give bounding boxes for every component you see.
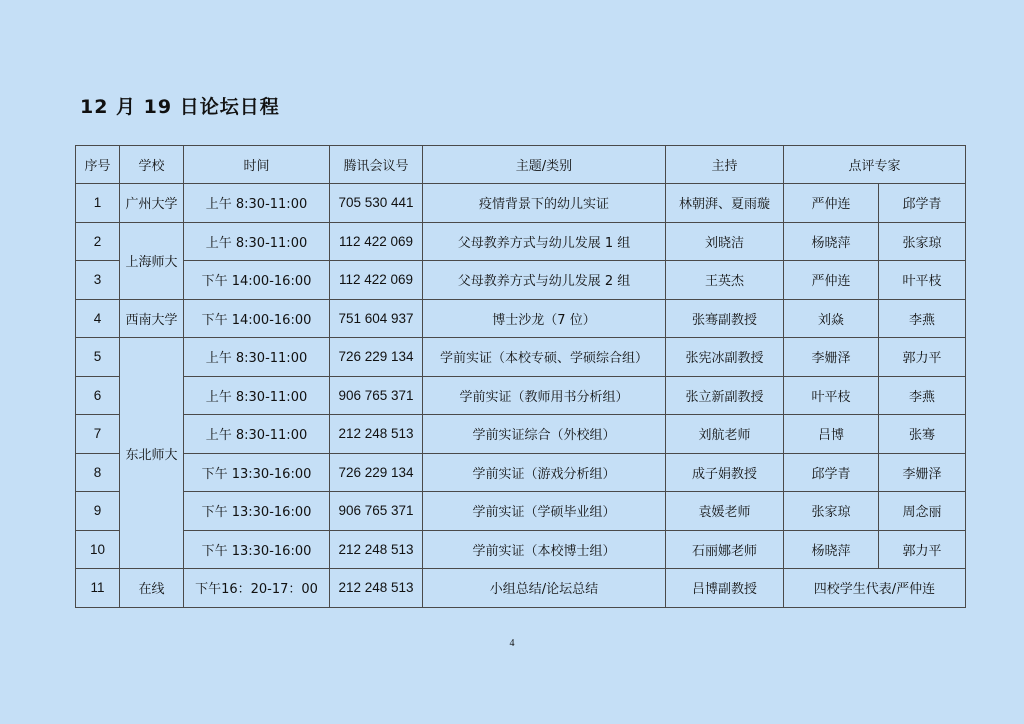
host-cell: 张立新副教授 [666, 376, 784, 415]
reviewer-cell: 张家琼 [879, 222, 966, 261]
school-cell: 上海师大 [120, 222, 184, 299]
table-header-row [76, 146, 966, 184]
row-number: 10 [76, 530, 120, 569]
reviewer-cell: 刘焱 [784, 299, 879, 338]
row-number: 9 [76, 492, 120, 531]
host-cell: 刘晓洁 [666, 222, 784, 261]
table-row [76, 415, 966, 454]
row-number: 5 [76, 338, 120, 377]
topic-cell: 学前实证（学硕毕业组） [423, 492, 666, 531]
host-cell: 成子娟教授 [666, 453, 784, 492]
host-cell: 石丽娜老师 [666, 530, 784, 569]
reviewer-cell: 叶平枝 [784, 376, 879, 415]
topic-cell: 疫情背景下的幼儿实证 [423, 184, 666, 223]
reviewer-cell: 吕博 [784, 415, 879, 454]
reviewer-cell: 李姗泽 [879, 453, 966, 492]
reviewer-cell: 严仲连 [784, 184, 879, 223]
header-cell: 点评专家 [784, 146, 966, 184]
table-row [76, 338, 966, 377]
school-cell: 广州大学 [120, 184, 184, 223]
meeting-id-cell: 212 248 513 [330, 415, 423, 454]
header-cell: 主持 [666, 146, 784, 184]
row-number: 6 [76, 376, 120, 415]
topic-cell: 父母教养方式与幼儿发展 2 组 [423, 261, 666, 300]
time-cell: 下午 14:00-16:00 [184, 299, 330, 338]
time-cell: 上午 8:30-11:00 [184, 222, 330, 261]
header-cell: 腾讯会议号 [330, 146, 423, 184]
time-cell: 上午 8:30-11:00 [184, 376, 330, 415]
header-cell: 主题/类别 [423, 146, 666, 184]
row-number: 3 [76, 261, 120, 300]
host-cell: 王英杰 [666, 261, 784, 300]
header-cell: 序号 [76, 146, 120, 184]
table-row [76, 261, 966, 300]
row-number: 2 [76, 222, 120, 261]
topic-cell: 学前实证综合（外校组） [423, 415, 666, 454]
meeting-id-cell: 906 765 371 [330, 376, 423, 415]
reviewer-cell: 张家琼 [784, 492, 879, 531]
reviewer-cell: 李姗泽 [784, 338, 879, 377]
topic-cell: 小组总结/论坛总结 [423, 569, 666, 608]
row-number: 1 [76, 184, 120, 223]
meeting-id-cell: 906 765 371 [330, 492, 423, 531]
table-row [76, 569, 966, 608]
reviewer-cell: 周念丽 [879, 492, 966, 531]
table-row [76, 492, 966, 531]
row-number: 8 [76, 453, 120, 492]
host-cell: 林朝湃、夏雨璇 [666, 184, 784, 223]
meeting-id-cell: 726 229 134 [330, 453, 423, 492]
topic-cell: 学前实证（本校专硕、学硕综合组） [423, 338, 666, 377]
time-cell: 下午 14:00-16:00 [184, 261, 330, 300]
meeting-id-cell: 112 422 069 [330, 222, 423, 261]
topic-cell: 博士沙龙（7 位） [423, 299, 666, 338]
meeting-id-cell: 751 604 937 [330, 299, 423, 338]
meeting-id-cell: 112 422 069 [330, 261, 423, 300]
time-cell: 上午 8:30-11:00 [184, 338, 330, 377]
reviewer-cell: 李燕 [879, 299, 966, 338]
reviewer-cell: 邱学青 [879, 184, 966, 223]
row-number: 4 [76, 299, 120, 338]
time-cell: 上午 8:30-11:00 [184, 415, 330, 454]
table-row [76, 299, 966, 338]
table-row [76, 222, 966, 261]
time-cell: 下午 13:30-16:00 [184, 492, 330, 531]
reviewer-cell: 杨晓萍 [784, 530, 879, 569]
table-row [76, 530, 966, 569]
row-number: 7 [76, 415, 120, 454]
host-cell: 袁媛老师 [666, 492, 784, 531]
time-cell: 下午16：20-17：00 [184, 569, 330, 608]
topic-cell: 父母教养方式与幼儿发展 1 组 [423, 222, 666, 261]
table-row [76, 184, 966, 223]
reviewer-cell: 四校学生代表/严仲连 [784, 569, 966, 608]
reviewer-cell: 郭力平 [879, 338, 966, 377]
school-cell: 在线 [120, 569, 184, 608]
time-cell: 下午 13:30-16:00 [184, 530, 330, 569]
reviewer-cell: 郭力平 [879, 530, 966, 569]
time-cell: 下午 13:30-16:00 [184, 453, 330, 492]
reviewer-cell: 邱学青 [784, 453, 879, 492]
school-cell: 东北师大 [120, 338, 184, 569]
time-cell: 上午 8:30-11:00 [184, 184, 330, 223]
page-number: 4 [509, 638, 515, 649]
topic-cell: 学前实证（教师用书分析组） [423, 376, 666, 415]
host-cell: 张宪冰副教授 [666, 338, 784, 377]
host-cell: 刘航老师 [666, 415, 784, 454]
reviewer-cell: 李燕 [879, 376, 966, 415]
topic-cell: 学前实证（游戏分析组） [423, 453, 666, 492]
schedule-table [75, 145, 966, 608]
meeting-id-cell: 212 248 513 [330, 569, 423, 608]
host-cell: 吕博副教授 [666, 569, 784, 608]
table-row [76, 453, 966, 492]
row-number: 11 [76, 569, 120, 608]
reviewer-cell: 张骞 [879, 415, 966, 454]
meeting-id-cell: 705 530 441 [330, 184, 423, 223]
meeting-id-cell: 212 248 513 [330, 530, 423, 569]
host-cell: 张骞副教授 [666, 299, 784, 338]
table-row [76, 376, 966, 415]
reviewer-cell: 杨晓萍 [784, 222, 879, 261]
reviewer-cell: 严仲连 [784, 261, 879, 300]
header-cell: 学校 [120, 146, 184, 184]
topic-cell: 学前实证（本校博士组） [423, 530, 666, 569]
header-cell: 时间 [184, 146, 330, 184]
school-cell: 西南大学 [120, 299, 184, 338]
meeting-id-cell: 726 229 134 [330, 338, 423, 377]
page-title: 12 月 19 日论坛日程 [80, 96, 280, 118]
reviewer-cell: 叶平枝 [879, 261, 966, 300]
